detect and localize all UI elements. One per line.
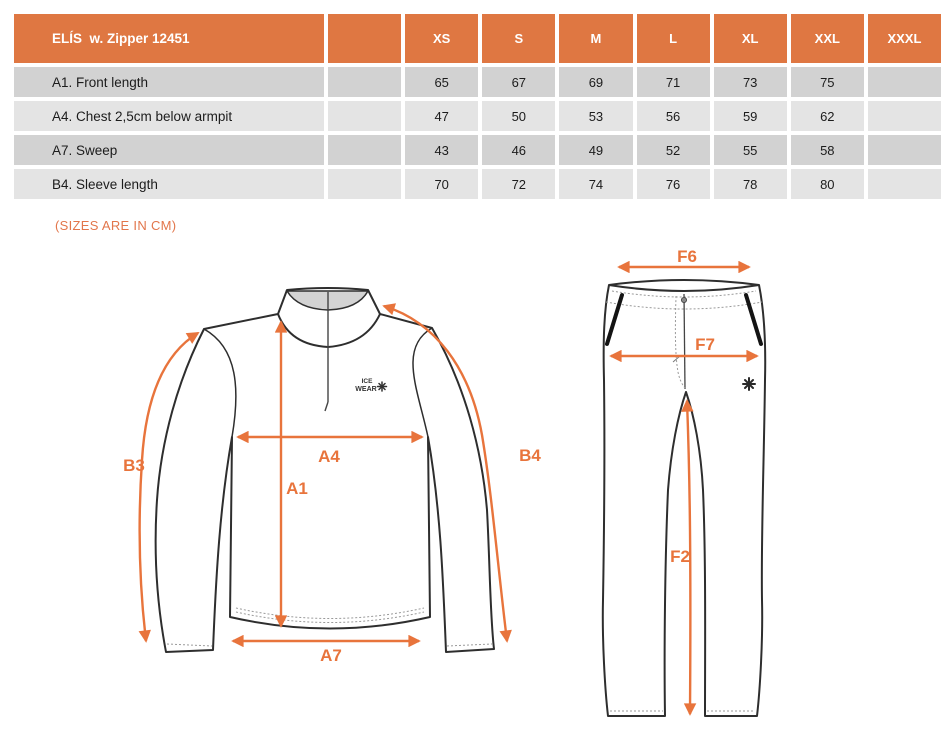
value-cell: 71 <box>637 67 710 97</box>
value-cell: 50 <box>482 101 555 131</box>
value-cell: 75 <box>791 67 864 97</box>
value-cell: 53 <box>559 101 632 131</box>
pants-drawing <box>603 247 765 716</box>
value-cell: 55 <box>714 135 787 165</box>
value-cell: 46 <box>482 135 555 165</box>
product-title: ELÍS w. Zipper 12451 <box>14 14 324 63</box>
row-label-chest: A4. Chest 2,5cm below armpit <box>14 101 324 131</box>
row-label-sweep: A7. Sweep <box>14 135 324 165</box>
snowflake-icon <box>378 382 387 391</box>
value-cell: 58 <box>791 135 864 165</box>
label-b4: B4 <box>519 446 541 465</box>
value-cell: 69 <box>559 67 632 97</box>
value-cell: 65 <box>405 67 478 97</box>
garment-diagram <box>0 240 949 754</box>
label-a7: A7 <box>320 646 342 665</box>
snowflake-logo-icon <box>743 378 755 390</box>
value-cell: 43 <box>405 135 478 165</box>
value-cell <box>868 169 941 199</box>
value-cell: 49 <box>559 135 632 165</box>
size-header-m: M <box>559 14 632 63</box>
sizes-unit-note: (SIZES ARE IN CM) <box>55 218 177 233</box>
value-cell: 59 <box>714 101 787 131</box>
row-label-front-length: A1. Front length <box>14 67 324 97</box>
label-f7: F7 <box>695 335 715 354</box>
size-header-xs: XS <box>405 14 478 63</box>
value-cell: 76 <box>637 169 710 199</box>
row-spacer-cell <box>328 135 401 165</box>
size-header-xl: XL <box>714 14 787 63</box>
value-cell: 62 <box>791 101 864 131</box>
value-cell: 72 <box>482 169 555 199</box>
value-cell: 73 <box>714 67 787 97</box>
label-b3: B3 <box>123 456 145 475</box>
label-a1: A1 <box>286 479 308 498</box>
value-cell: 67 <box>482 67 555 97</box>
row-spacer-cell <box>328 169 401 199</box>
row-spacer-cell <box>328 101 401 131</box>
size-header-xxl: XXL <box>791 14 864 63</box>
value-cell: 47 <box>405 101 478 131</box>
waist-button <box>681 297 686 302</box>
value-cell: 70 <box>405 169 478 199</box>
value-cell <box>868 67 941 97</box>
value-cell <box>868 101 941 131</box>
row-spacer-cell <box>328 67 401 97</box>
size-header-l: L <box>637 14 710 63</box>
value-cell: 56 <box>637 101 710 131</box>
label-a4: A4 <box>318 447 340 466</box>
size-header-xxxl: XXXL <box>868 14 941 63</box>
header-spacer-cell <box>328 14 401 63</box>
sweater-drawing <box>123 288 541 665</box>
row-label-sleeve-length: B4. Sleeve length <box>14 169 324 199</box>
value-cell: 78 <box>714 169 787 199</box>
label-f6: F6 <box>677 247 697 266</box>
size-header-s: S <box>482 14 555 63</box>
value-cell: 74 <box>559 169 632 199</box>
value-cell: 80 <box>791 169 864 199</box>
size-table <box>14 14 941 199</box>
value-cell: 52 <box>637 135 710 165</box>
logo-text-ice: ICE <box>361 378 373 385</box>
label-f2: F2 <box>670 547 690 566</box>
value-cell <box>868 135 941 165</box>
logo-text-wear: WEAR <box>355 386 377 393</box>
